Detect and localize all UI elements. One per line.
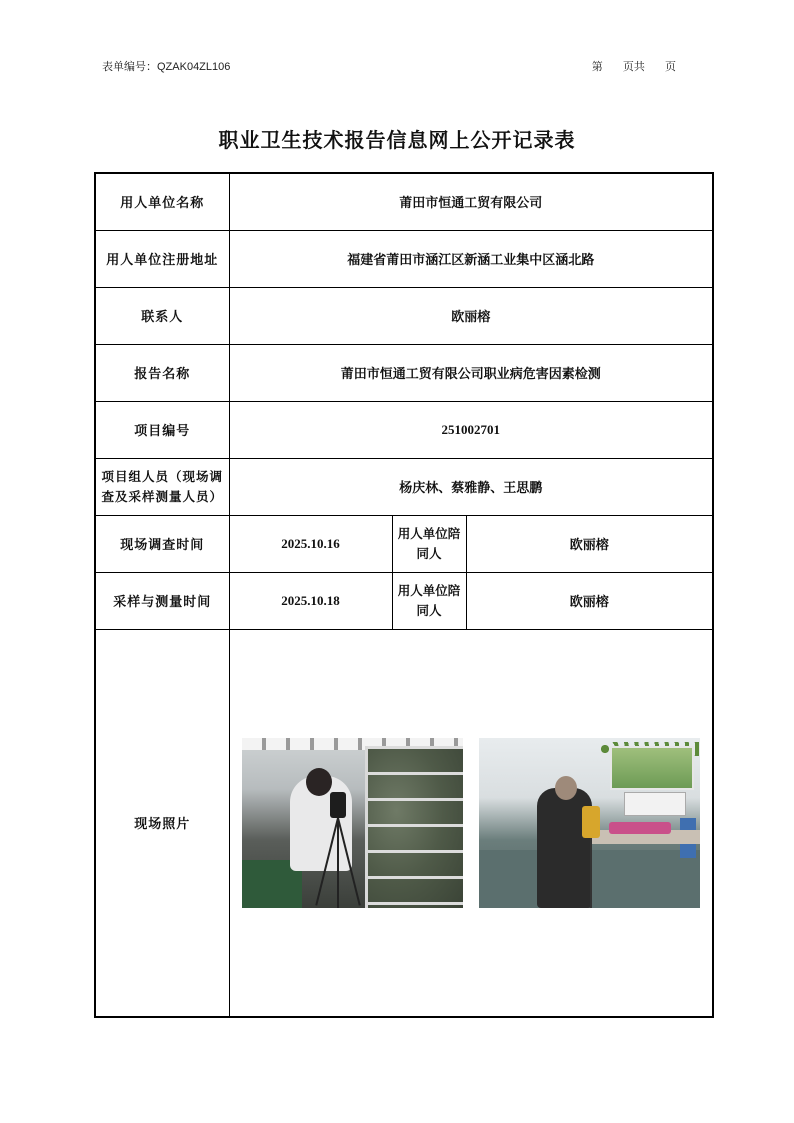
- form-code: 表单编号：QZAK04ZL106: [102, 61, 231, 73]
- sampling-time-label: 采样与测量时间: [95, 572, 229, 629]
- table-row: [95, 230, 713, 287]
- photo-gallery: [234, 738, 709, 908]
- table-row: [95, 458, 713, 515]
- survey-companion-value: 欧丽榕: [466, 515, 713, 572]
- page-number: [592, 58, 676, 74]
- table-row: [95, 401, 713, 458]
- address-value: 福建省莆田市涵江区新涵工业集中区涵北路: [229, 230, 713, 287]
- table-row: [95, 344, 713, 401]
- sampling-companion-value: 欧丽榕: [466, 572, 713, 629]
- project-number-value: 251002701: [229, 401, 713, 458]
- site-photo-measurement: [479, 738, 700, 908]
- site-photos-cell: [229, 629, 713, 1017]
- employer-name-value: 莆田市恒通工贸有限公司: [229, 173, 713, 230]
- record-table: [94, 172, 714, 1018]
- address-label: 用人单位注册地址: [95, 230, 229, 287]
- table-row: [95, 572, 713, 629]
- project-number-label: 项目编号: [95, 401, 229, 458]
- table-row: [95, 629, 713, 1017]
- page-end-label: 页: [665, 61, 676, 73]
- team-members-label: 项目组人员（现场调查及采样测量人员）: [95, 458, 229, 515]
- team-members-value: 杨庆林、蔡雅静、王思鹏: [229, 458, 713, 515]
- survey-companion-label: 用人单位陪同人: [392, 515, 466, 572]
- page-title: 职业卫生技术报告信息网上公开记录表: [218, 128, 576, 152]
- table-row: [95, 515, 713, 572]
- site-photo-workshop: [242, 738, 463, 908]
- report-name-label: 报告名称: [95, 344, 229, 401]
- page-of-label: 页共: [622, 61, 645, 73]
- employer-name-label: 用人单位名称: [95, 173, 229, 230]
- table-row: [95, 173, 713, 230]
- survey-time-value: 2025.10.16: [229, 515, 392, 572]
- report-name-value: 莆田市恒通工贸有限公司职业病危害因素检测: [229, 344, 713, 401]
- contact-value: 欧丽榕: [229, 287, 713, 344]
- sampling-companion-label: 用人单位陪同人: [392, 572, 466, 629]
- table-row: [95, 287, 713, 344]
- survey-time-label: 现场调查时间: [95, 515, 229, 572]
- page-label: 第: [591, 61, 603, 73]
- site-photos-label: 现场照片: [95, 629, 229, 1017]
- sampling-time-value: 2025.10.18: [229, 572, 392, 629]
- contact-label: 联系人: [95, 287, 229, 344]
